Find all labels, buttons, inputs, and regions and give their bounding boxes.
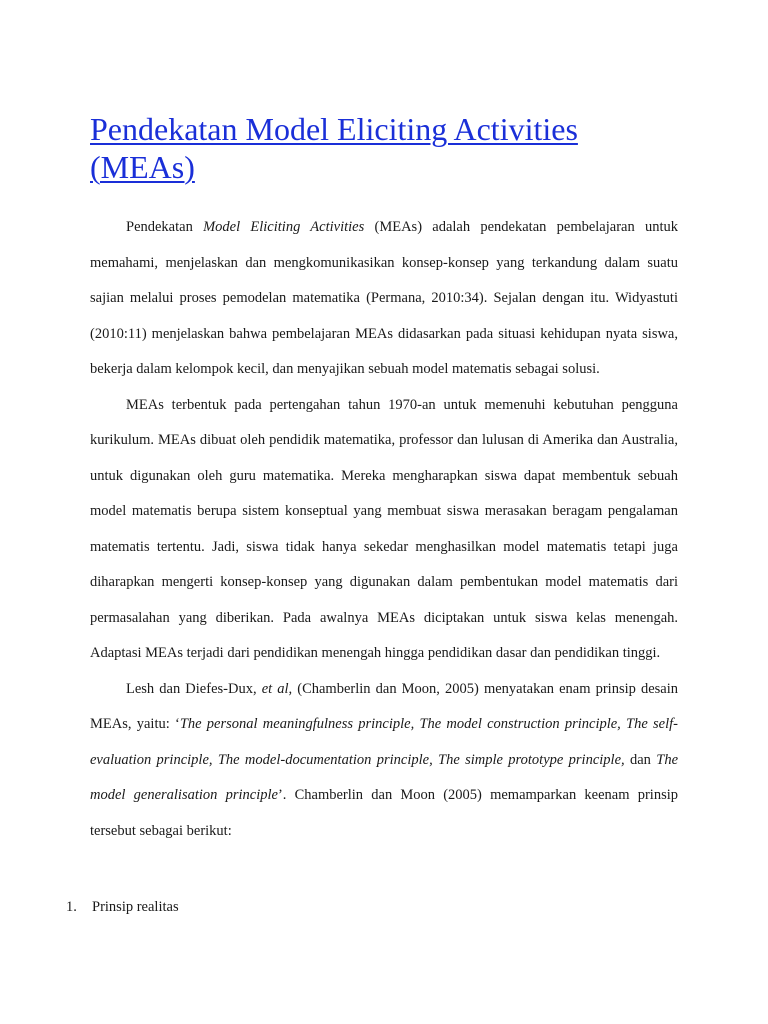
- list-item: [66, 890, 179, 925]
- paragraph-3: [90, 672, 678, 850]
- paragraph-3-segment-italic: The model generalisation principle: [90, 751, 679, 803]
- paragraph-1-segment: (MEAs) adalah pendekatan pembelajaran untuk memahami, menjelaskan dan mengkomunikasikan konsep-konsep yang terkandung dalam suatu sajian melalui proses pemodelan matematika (Permana, 2010:34). Sejalan dengan itu. Widyastuti (2010:11) menjelaskan bahwa pembelajaran MEAs didasarkan pada situasi kehidupan nyata siswa, bekerja dalam kelompok kecil, dan menyajikan sebuah model matematis sebagai solusi.: [90, 219, 678, 377]
- paragraph-3-segment: (Chamberlin dan Moon, 2005) menyatakan enam prinsip desain MEAs, yaitu: ‘: [90, 680, 679, 732]
- paragraph-3-segment-italic: The personal meaningfulness principle, The model construction principle, The self-evaluation principle, The model-documentation principle, The simple prototype principle,: [90, 716, 678, 768]
- document-body: [90, 210, 678, 849]
- paragraph-3-segment: dan: [624, 751, 657, 768]
- paragraph-3-segment: Lesh dan Diefes-Dux,: [126, 680, 262, 697]
- list-item-number: 1.: [66, 899, 77, 915]
- page-title[interactable]: Pendekatan Model Eliciting Activities (MEAs): [90, 111, 578, 185]
- paragraph-3-segment-italic: et al,: [261, 680, 293, 697]
- paragraph-3-segment: ’. Chamberlin dan Moon (2005) memamparkan keenam prinsip tersebut sebagai berikut:: [90, 787, 678, 839]
- list-item-text: Prinsip realitas: [92, 899, 179, 915]
- paragraph-1: [90, 210, 678, 388]
- paragraph-2-segment: MEAs terbentuk pada pertengahan tahun 1970-an untuk memenuhi kebutuhan pengguna kurikulum. MEAs dibuat oleh pendidik matematika, professor dan lulusan di Amerika dan Australia, untuk digunakan oleh guru matematika. Mereka mengharapkan siswa dapat membentuk sebuah model matematis berupa sistem konseptual yang membuat siswa merasakan beragam pengalaman matematis tertentu. Jadi, siswa tidak hanya sekedar menghasilkan model matematis tetapi juga diharapkan mengerti konsep-konsep yang digunakan dalam pembentukan model matematis dari permasalahan yang diberikan. Pada awalnya MEAs diciptakan untuk siswa kelas menengah. Adaptasi MEAs terjadi dari pendidikan menengah hingga pendidikan dasar dan pendidikan tinggi.: [90, 396, 678, 661]
- paragraph-2: [90, 388, 678, 672]
- paragraph-1-segment: Pendekatan: [126, 219, 204, 235]
- paragraph-1-segment-italic: Model Eliciting Activities: [203, 219, 365, 235]
